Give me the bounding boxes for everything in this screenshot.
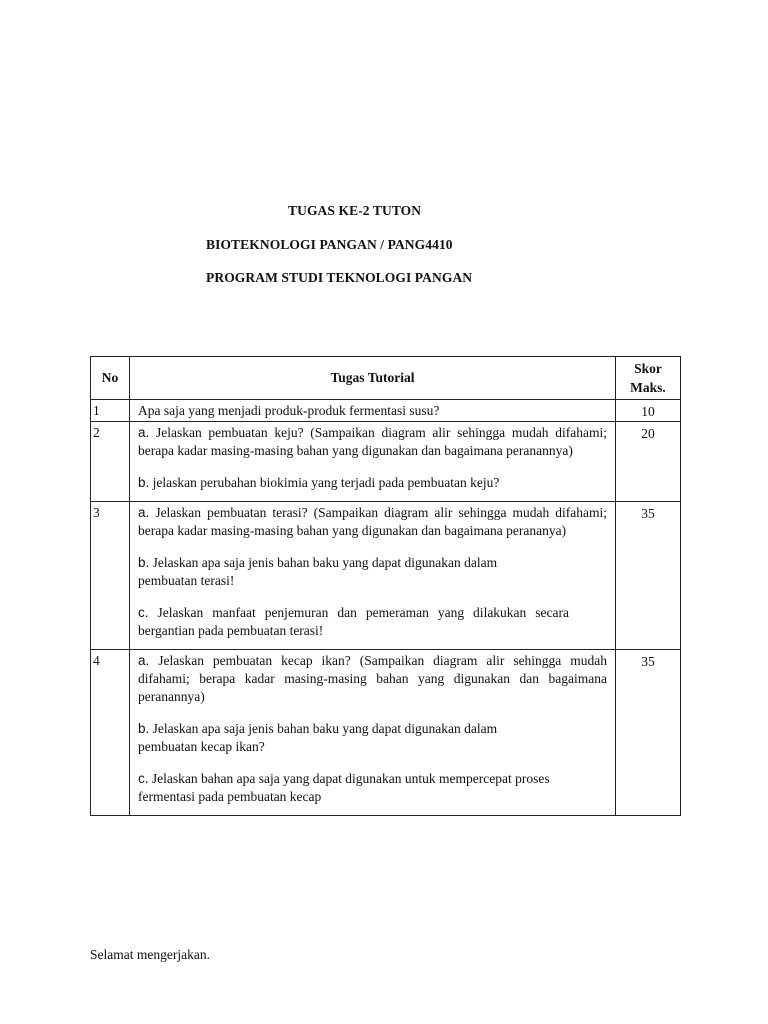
task-text: Jelaskan apa saja jenis bahan baku yang dapat digunakan dalam pembuatan kecap ikan? — [138, 721, 498, 754]
closing-remark: Selamat mengerjakan. — [90, 947, 210, 962]
header-score-line1: Skor — [634, 361, 662, 376]
task-cell — [130, 650, 616, 816]
task-item — [138, 770, 607, 806]
task-item — [138, 652, 607, 706]
table-row — [91, 650, 681, 816]
item-marker: b. — [138, 721, 150, 736]
task-text: Jelaskan pembuatan kecap ikan? (Sampaikan diagram alir sehingga mudah difahami; berapa kadar masing-masing bahan yang digunakan dan bagaimana peranannya) — [138, 653, 608, 704]
table-row — [91, 502, 681, 650]
max-score: 20 — [616, 422, 681, 502]
assignment-title: TUGAS KE-2 TUTON — [288, 203, 422, 218]
header-no: No — [91, 357, 130, 400]
item-marker: c. — [138, 605, 149, 620]
item-marker: b. — [138, 475, 150, 490]
item-marker: a. — [138, 505, 150, 520]
table-row — [91, 422, 681, 502]
item-marker: c. — [138, 771, 149, 786]
task-item — [138, 554, 607, 590]
task-text: Jelaskan apa saja jenis bahan baku yang dapat digunakan dalam pembuatan terasi! — [138, 555, 498, 588]
task-cell — [130, 502, 616, 650]
max-score: 35 — [616, 650, 681, 816]
row-number: 3 — [91, 502, 130, 650]
table-header-row — [91, 357, 681, 400]
task-item — [138, 604, 607, 640]
task-cell — [130, 422, 616, 502]
row-number: 2 — [91, 422, 130, 502]
tutorial-task-table — [90, 356, 681, 816]
task-text: Jelaskan bahan apa saja yang dapat digunakan untuk mempercepat proses fermentasi pada pembuatan kecap — [138, 771, 550, 804]
program-title: PROGRAM STUDI TEKNOLOGI PANGAN — [206, 270, 473, 285]
row-number: 4 — [91, 650, 130, 816]
max-score: 10 — [616, 400, 681, 422]
task-item — [138, 402, 607, 420]
task-text: Jelaskan manfaat penjemuran dan pemeraman yang dilakukan secara bergantian pada pembuatan terasi! — [138, 605, 570, 638]
max-score: 35 — [616, 502, 681, 650]
header-task: Tugas Tutorial — [130, 357, 616, 400]
task-item — [138, 720, 607, 756]
table-row — [91, 400, 681, 422]
item-marker: a. — [138, 425, 150, 440]
course-title: BIOTEKNOLOGI PANGAN / PANG4410 — [206, 237, 453, 252]
task-item — [138, 424, 607, 460]
task-text: Jelaskan pembuatan keju? (Sampaikan diagram alir sehingga mudah difahami; berapa kadar masing-masing bahan yang digunakan dan bagaimana peranannya) — [138, 425, 607, 458]
task-text: Apa saja yang menjadi produk-produk fermentasi susu? — [138, 403, 440, 418]
task-text: Jelaskan pembuatan terasi? (Sampaikan diagram alir sehingga mudah difahami; berapa kadar masing-masing bahan yang digunakan dan bagaimana perananya) — [138, 505, 607, 538]
task-text: jelaskan perubahan biokimia yang terjadi pada pembuatan keju? — [152, 475, 500, 490]
header-score-line2: Maks. — [630, 380, 666, 395]
item-marker: b. — [138, 555, 150, 570]
task-item — [138, 504, 607, 540]
task-item — [138, 474, 607, 492]
item-marker: a. — [138, 653, 150, 668]
row-number: 1 — [91, 400, 130, 422]
header-score — [616, 357, 681, 400]
task-cell — [130, 400, 616, 422]
